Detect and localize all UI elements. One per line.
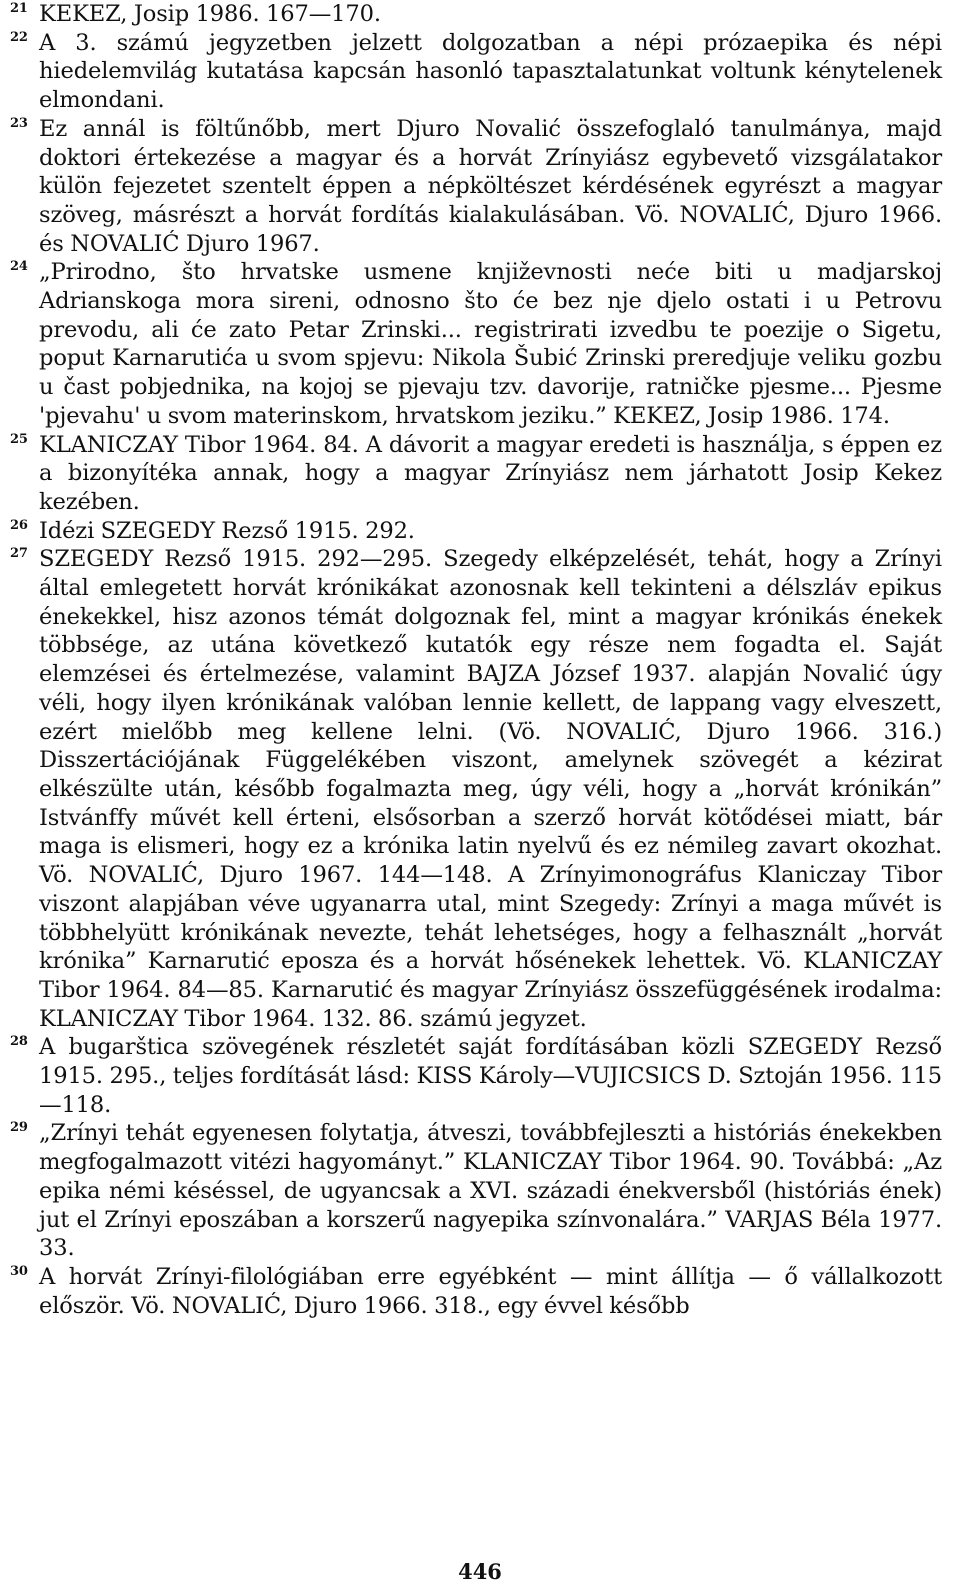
- footnote-text: A 3. számú jegyzetben jelzett dolgozatban a népi prózaepika és népi hiedelemvilág kutatása kapcsán hasonló tapasztalatunkat voltunk kénytelenek elmondani.: [39, 29, 942, 114]
- footnote-text: KEKEZ, Josip 1986. 167—170.: [39, 1, 381, 27]
- footnote-26: [10, 517, 942, 546]
- footnote-text: Ez annál is föltűnőbb, mert Djuro Novalić összefoglaló tanulmánya, majd doktori értekezése a magyar és a horvát Zrínyiász egybevető vizsgálatakor külön fejezetet szentelt éppen a népköltészet kérdésének egyrészt a magyar szöveg, másrészt a horvát fordítás kialakulásában. Vö. NOVALIĆ, Djuro 1966. és NOVALIĆ Djuro 1967.: [39, 115, 942, 257]
- footnote-29: [10, 1119, 942, 1263]
- footnote-30: [10, 1263, 942, 1320]
- footnote-text: Idézi SZEGEDY Rezső 1915. 292.: [39, 517, 415, 544]
- footnote-text: A bugarštica szövegének részletét saját fordításában közli SZEGEDY Rezső 1915. 295., teljes fordítását lásd: KISS Károly—VUJICSICS D. Sztoján 1956. 115—118.: [39, 1034, 942, 1118]
- footnotes-list: [10, 0, 942, 1320]
- footnote-number: 30: [10, 1263, 28, 1279]
- footnote-27: [10, 545, 942, 1033]
- page-number: 446: [458, 1559, 502, 1584]
- footnote-22: [10, 29, 942, 115]
- footnote-number: 25: [10, 431, 28, 447]
- footnote-21: [10, 0, 942, 29]
- footnote-24: [10, 258, 942, 430]
- footnote-number: 24: [10, 259, 28, 275]
- footnote-text: SZEGEDY Rezső 1915. 292—295. Szegedy elképzelését, tehát, hogy a Zrínyi által emlegetett horvát krónikákat azonosnak kell tekinteni a délszláv epikus énekekkel, hisz azonos témát dolgoznak fel, mint a magyar krónikás énekek többsége, az utána következő kutatók egy része nem fogadta el. Saját elemzései és értelmezése, valamint BAJZA József 1937. alapján Novalić úgy véli, hogy ilyen krónikának valóban lennie kellett, de lappang vagy elveszett, ezért mielőbb meg kellene lelni. (Vö. NOVALIĆ, Djuro 1966. 316.) Disszertációjának Függelékében viszont, amelynek szövegét a kézirat elkészülte után, később fogalmazta meg, úgy véli, hogy a „horvát krónikán” Istvánffy művét kell érteni, elsősorban a szerző horvát kötődései miatt, bár maga is elismeri, hogy ez a krónika latin nyelvű és ez némileg zavart okozhat. Vö. NOVALIĆ, Djuro 1967. 144—148. A Zrínyimonográfus Klaniczay Tibor viszont alapjában véve ugyanarra utal, mint Szegedy: Zrínyi a maga művét is többhelyütt krónikának nevezte, tehát lehetséges, hogy a felhasznált „horvát krónika” Karnarutić eposza és a horvát hősénekek lehettek. Vö. KLANICZAY Tibor 1964. 84—85. Karnarutić és magyar Zrínyiász összefüggésének irodalma: KLANICZAY Tibor 1964. 132. 86. számú jegyzet.: [39, 546, 942, 1032]
- footnote-28: [10, 1033, 942, 1119]
- footnote-23: [10, 115, 942, 259]
- footnote-number: 29: [10, 1120, 28, 1136]
- footnote-text: „Prirodno, što hrvatske usmene književnosti neće biti u madjarskoj Adrianskoga mora sireni, odnosno što će bez nje djelo ostati i u Petrovu prevodu, ali će zato Petar Zrinski... registrirati izvedbu te poezije o Sigetu, poput Karnarutića u svom spjevu: Nikola Šubić Zrinski preredjuje veliku gozbu u čast pobjednika, na kojoj se pjevaju tzv. davorije, ratničke pjesme... Pjesme 'pjevahu' u svom materinskom, hrvatskom jeziku.” KEKEZ, Josip 1986. 174.: [39, 259, 942, 429]
- footnote-number: 23: [10, 115, 28, 131]
- footnote-text: A horvát Zrínyi-filológiában erre egyébként — mint állítja — ő vállalkozott először. Vö. NOVALIĆ, Djuro 1966. 318., egy évvel később: [39, 1263, 942, 1319]
- footnote-number: 26: [10, 517, 28, 533]
- footnote-number: 28: [10, 1034, 28, 1050]
- footnote-25: [10, 431, 942, 517]
- footnote-text: KLANICZAY Tibor 1964. 84. A dávorit a magyar eredeti is használja, s éppen ez a bizonyítéka annak, hogy a magyar Zrínyiász nem járhatott Josip Kekez kezében.: [39, 431, 942, 515]
- footnote-number: 27: [10, 546, 28, 562]
- footnote-number: 21: [10, 1, 28, 16]
- footnote-number: 22: [10, 29, 28, 45]
- footnote-text: „Zrínyi tehát egyenesen folytatja, átveszi, továbbfejleszti a históriás énekekben megfogalmazott vitézi hagyományt.” KLANICZAY Tibor 1964. 90. Továbbá: „Az epika némi késéssel, de ugyancsak a XVI. századi énekversből (históriás ének) jut el Zrínyi eposzában a korszerű nagyepika színvonalára.” VARJAS Béla 1977. 33.: [39, 1120, 942, 1262]
